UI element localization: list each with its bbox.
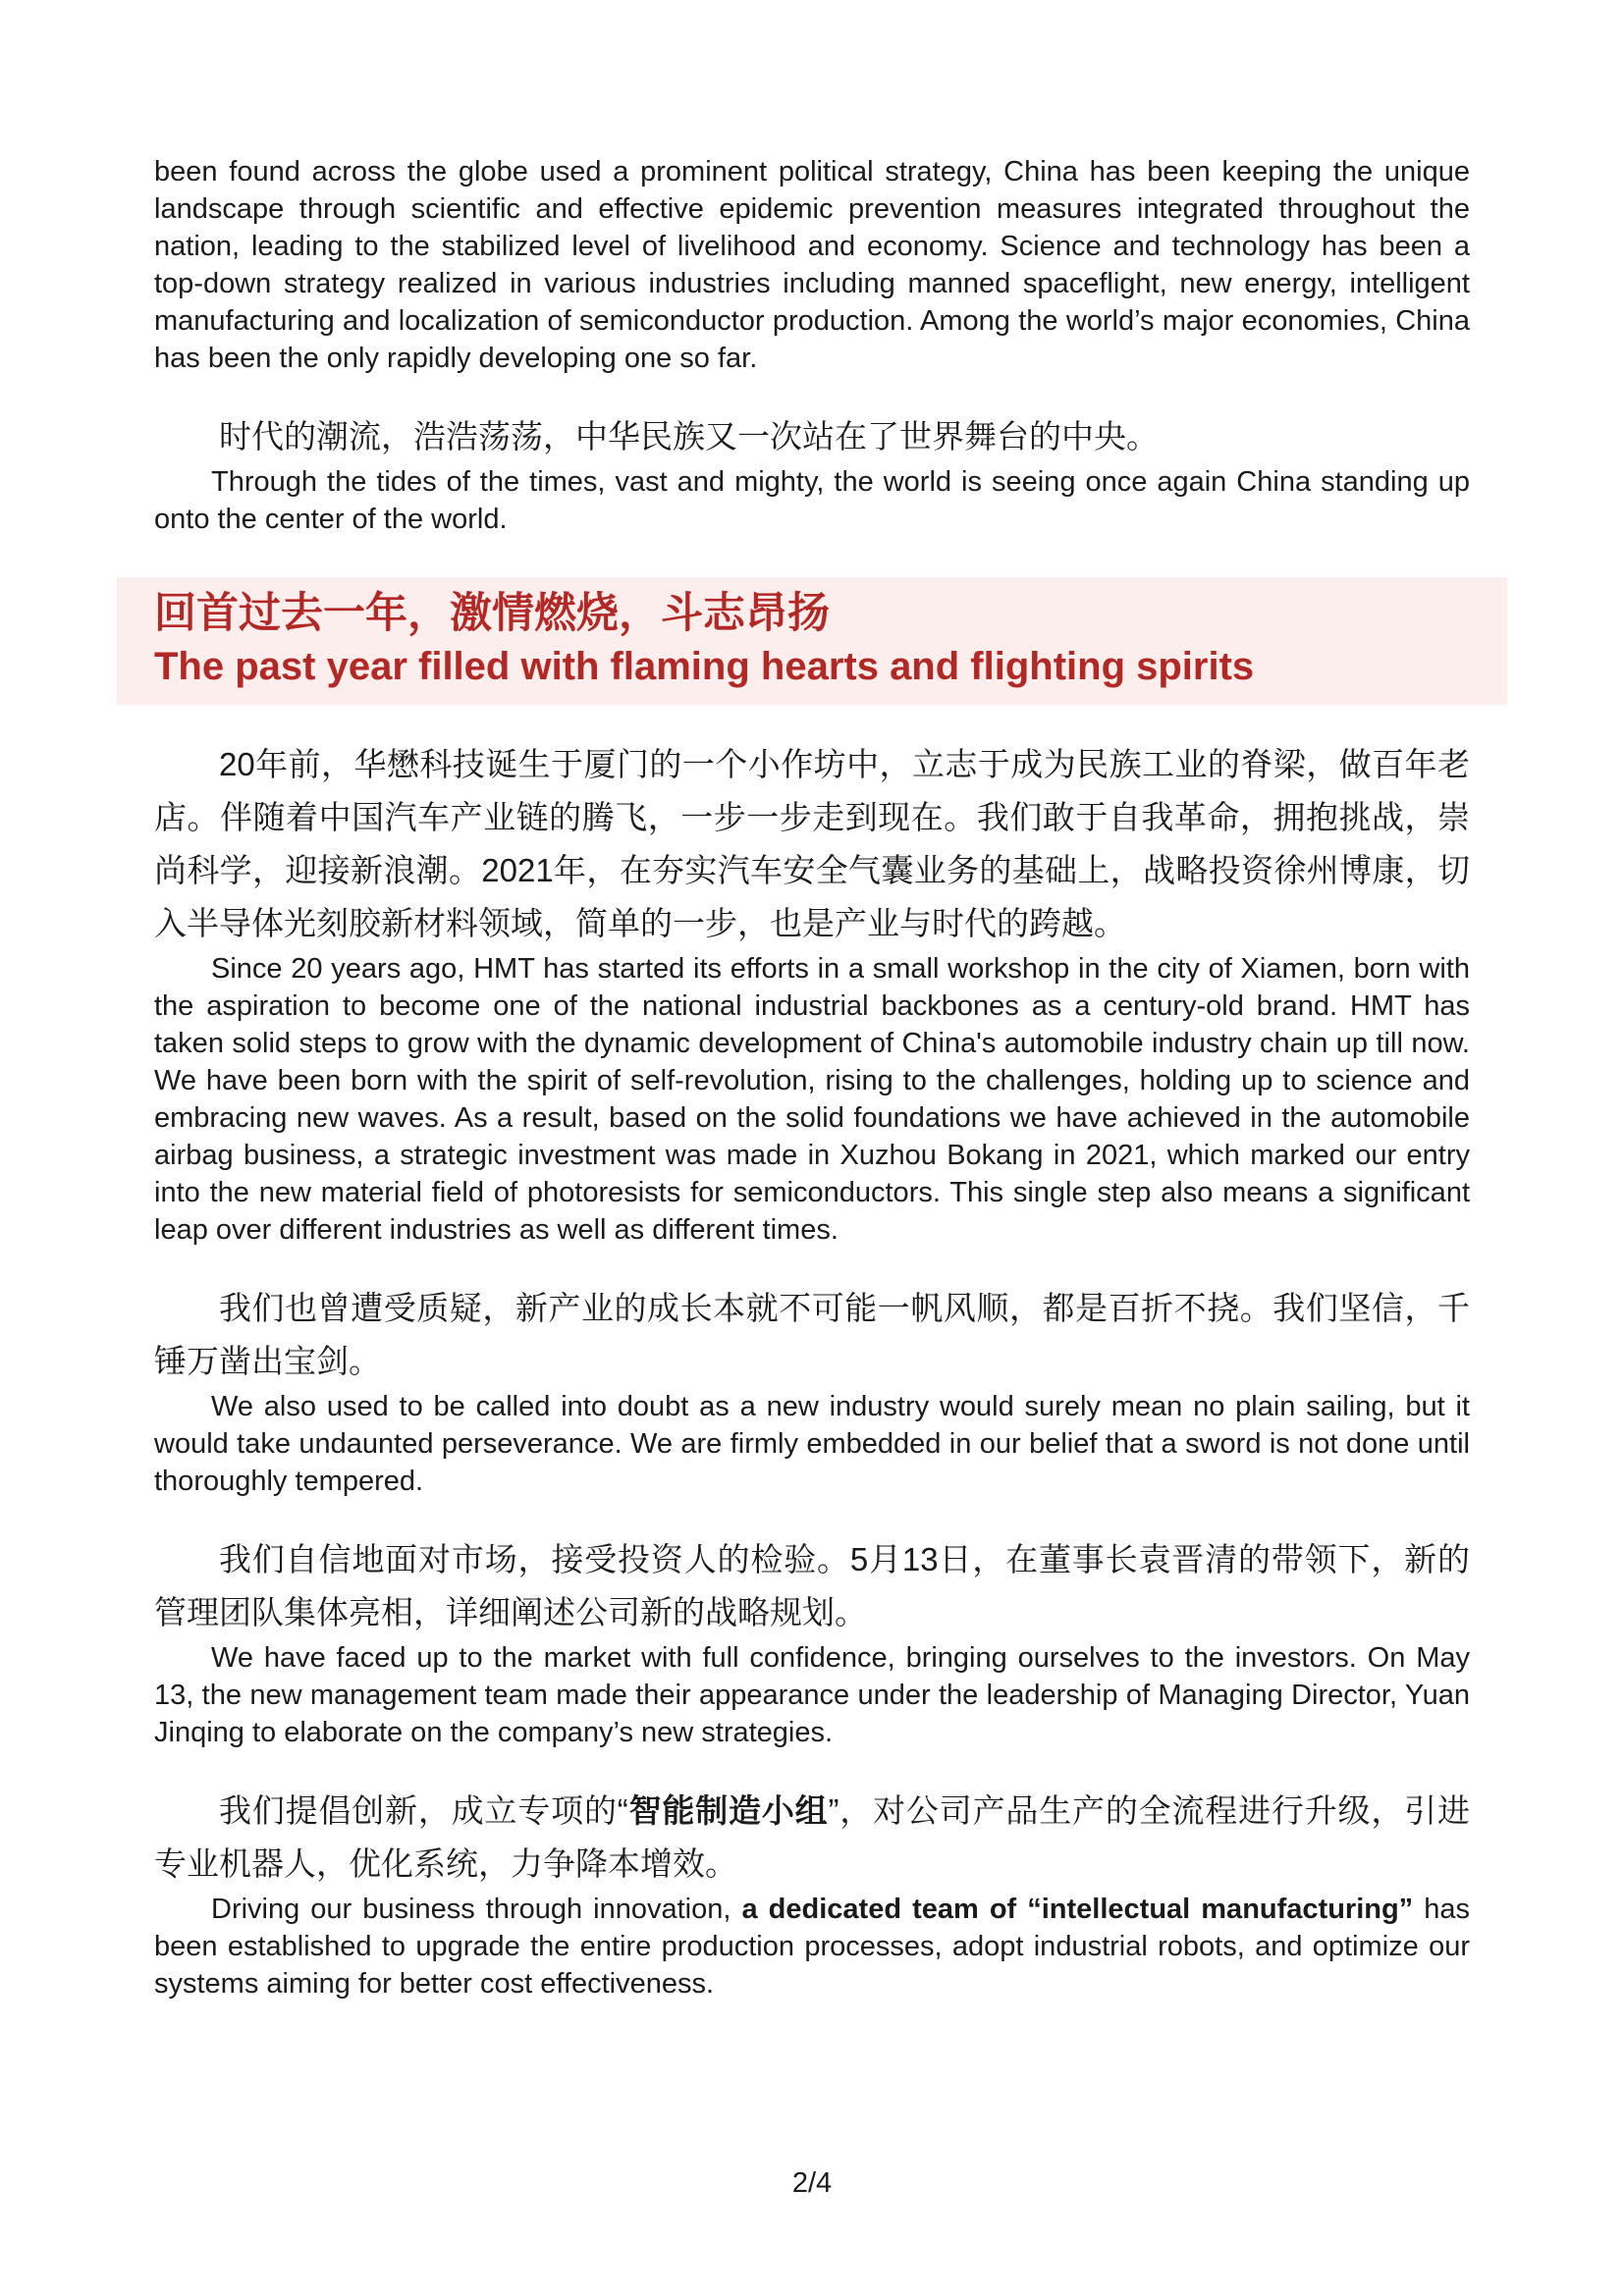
- text-run: has been established to upgrade the entire production processes, adopt industrial robots, and optimize our systems aiming for better cost effectiveness.: [154, 1894, 1470, 2000]
- text-run: 我们自信地面对市场，接受投资人的检验。5月13日，在董事长袁晋清的带领下，新的管理团队集体亮相，详细阐述公司新的战略规划。: [154, 1541, 1470, 1630]
- text-run: Driving our business through innovation,: [211, 1894, 742, 1925]
- text-run: We have faced up to the market with full confidence, bringing ourselves to the investors. On May 13, the new management team made their appearance under the leadership of Managing Director, Yuan Jinqing to elaborate on the company’s new strategies.: [154, 1642, 1470, 1748]
- section-heading-en: The past year filled with flaming hearts and flighting spirits: [154, 645, 1255, 688]
- text-run: We also used to be called into doubt as a new industry would surely mean no plain sailing, but it would take undaunted perseverance. We are firmly embedded in our belief that a sword is not done until thoroughly tempered.: [154, 1391, 1470, 1497]
- paragraph-zh: [154, 410, 1470, 463]
- paragraph-en: [154, 950, 1470, 1249]
- text-run: Through the tides of the times, vast and mighty, the world is seeing once again China standing up onto the center of the world.: [154, 466, 1470, 535]
- paragraph-zh: [154, 1282, 1470, 1388]
- bold-text-run: 智能制造小组: [627, 1792, 829, 1829]
- text-run: 20年前，华懋科技诞生于厦门的一个小作坊中，立志于成为民族工业的脊梁，做百年老店。伴随着中国汽车产业链的腾飞，一步一步走到现在。我们敢于自我革命，拥抱挑战，崇尚科学，迎接新浪潮。2021年，在夯实汽车安全气囊业务的基础上，战略投资徐州博康，切入半导体光刻胶新材料领域，简单的一步，也是产业与时代的跨越。: [154, 746, 1470, 941]
- text-run: been found across the globe used a prominent political strategy, China has been keeping the unique landscape through scientific and effective epidemic prevention measures integrated throughout the nation, leading to the stabilized level of livelihood and economy. Science and technology has been a top-down strategy realized in various industries including manned spaceflight, new energy, intelligent manufacturing and localization of semiconductor production. Among the world’s major economies, China has been the only rapidly developing one so far.: [154, 156, 1470, 374]
- page-footer: [0, 2164, 1624, 2202]
- paragraph-en: [154, 1639, 1470, 1751]
- bold-text-run: a dedicated team of “intellectual manufacturing”: [741, 1894, 1414, 1925]
- paragraph-en: [154, 153, 1470, 377]
- paragraph-zh: [154, 1785, 1470, 1891]
- text-run: 我们提倡创新，成立专项的“: [219, 1792, 628, 1829]
- page-number: 2/4: [791, 2167, 833, 2199]
- section-heading-zh: 回首过去一年，激情燃烧，斗志昂扬: [154, 590, 830, 637]
- paragraph-en: [154, 463, 1470, 538]
- text-run: Since 20 years ago, HMT has started its efforts in a small workshop in the city of Xiamen, born with the aspiration to become one of the national industrial backbones as a century-old brand. HMT has taken solid steps to grow with the dynamic development of China's automobile industry chain up till now. We have been born with the spirit of self-revolution, rising to the challenges, holding up to science and embracing new waves. As a result, based on the solid foundations we have achieved in the automobile airbag business, a strategic investment was made in Xuzhou Bokang in 2021, which marked our entry into the new material field of photoresists for semiconductors. This single step also means a significant leap over different industries as well as different times.: [154, 953, 1470, 1246]
- paragraph-en: [154, 1891, 1470, 2002]
- text-run: 时代的潮流，浩浩荡荡，中华民族又一次站在了世界舞台的中央。: [219, 418, 1159, 454]
- paragraph-zh: [154, 738, 1470, 950]
- text-run: 我们也曾遭受质疑，新产业的成长本就不可能一帆风顺，都是百折不挠。我们坚信，千锤万凿出宝剑。: [154, 1290, 1470, 1379]
- paragraph-en: [154, 1388, 1470, 1500]
- text-run: ”，对公司产品生产的全流程进行升级，引进专业机器人，优化系统，力争降本增效。: [154, 1792, 1470, 1882]
- document-body: [154, 153, 1470, 2002]
- section-heading-band: [117, 577, 1507, 705]
- paragraph-zh: [154, 1533, 1470, 1639]
